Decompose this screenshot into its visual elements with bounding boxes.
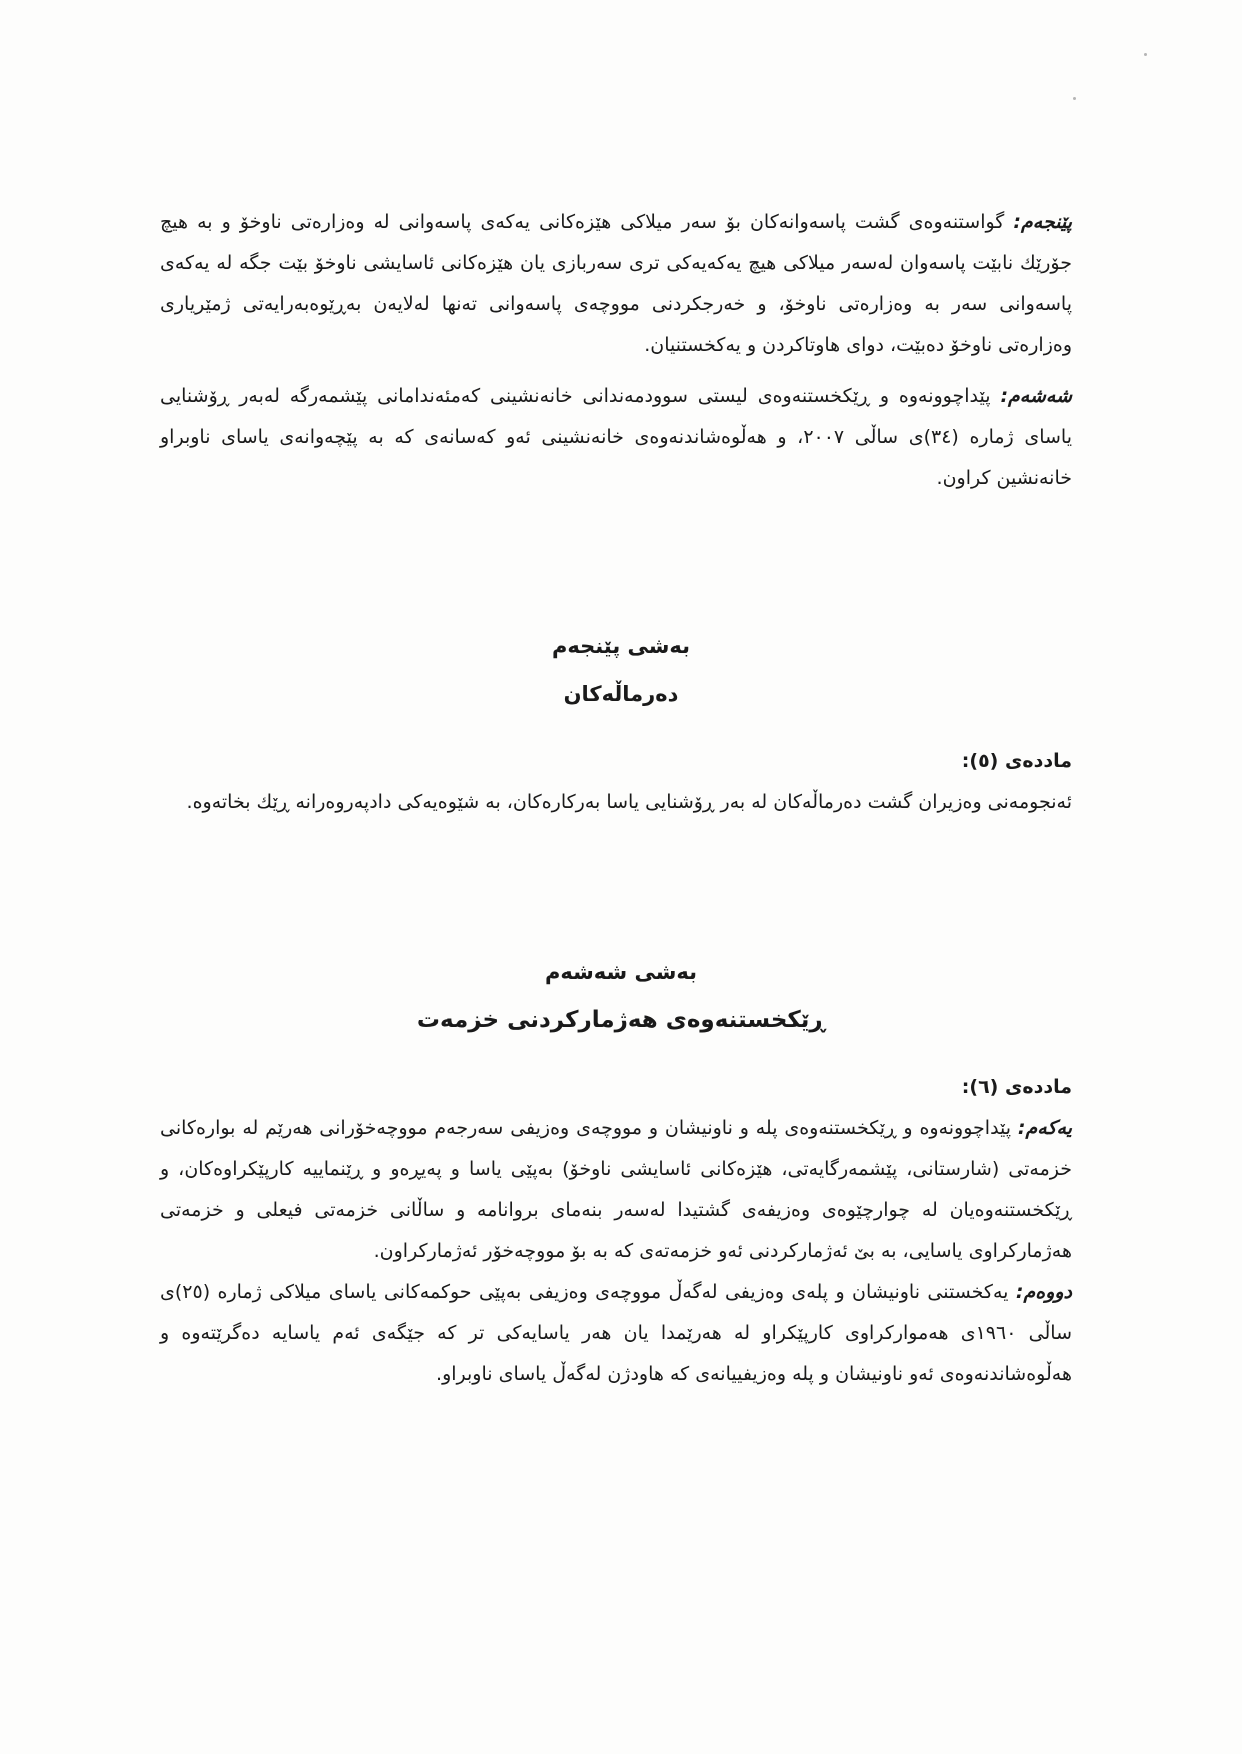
paragraph-text: یەکخستنی ناونیشان و پلەی وەزیفی لەگەڵ مووچەی وەزیفی بەپێی حوکمەکانی یاسای میلاکی ژمارە (٢٥)ی ساڵی ١٩٦٠ی هەموارکراوی کارپێکراو لە هەرێمدا یان هەر یاسایەکی تر کە جێگەی ئەم یاسایە دەگرێتەوە و هەڵوەشاندنەوەی ئەو ناونیشان و پلە وەزیفییانەی کە هاودژن لەگەڵ یاسای ناوبراو. (160, 1281, 1072, 1385)
article-label: ماددەی (٥): (961, 750, 1072, 772)
paragraph-label: شەشەم: (1000, 385, 1073, 407)
scan-speck (1144, 53, 1147, 56)
paragraph-label: پێنجەم: (1013, 211, 1072, 233)
paragraph-sixth (160, 376, 1072, 540)
section-title: بەشی پێنجەم (551, 634, 691, 658)
paragraph-text: پێداچوونەوە و ڕێکخستنەوەی لیستی سوودمەندانی خانەنشینی کەمئەندامانی پێشمەرگە لەبەر ڕۆشنایی یاسای ژمارە (٣٤)ی ساڵی ٢٠٠٧، و هەڵوەشاندنەوەی خانەنشینی ئەو کەسانەی کە بە پێچەوانەی یاسای ناوبراو خانەنشین کراون. (160, 385, 1072, 489)
paragraph-first (160, 1108, 1072, 1272)
article-5 (160, 741, 1072, 881)
section-subtitle: دەرماڵەکان (563, 682, 679, 706)
scan-speck (1073, 97, 1076, 100)
paragraph-text: گواستنەوەی گشت پاسەوانەکان بۆ سەر میلاکی هێزەکانی یەکەی پاسەوانی لە وەزارەتی ناوخۆ و بە هیچ جۆرێك نابێت پاسەوان لەسەر میلاکی هیچ یەکەیەکی تری سەربازی یان هێزەکانی ئاسایشی ناوخۆ بێت جگە لە یەکەی پاسەوانی سەر بە وەزارەتی ناوخۆ، و خەرجکردنی مووچەی پاسەوانی تەنها لەلایەن بەڕێوەبەرایەتی ژمێریاری وەزارەتی ناوخۆ دەبێت، دوای هاوتاکردن و یەکخستنیان. (160, 211, 1072, 356)
paragraph-second (160, 1272, 1072, 1395)
paragraph-label: دووەم: (1015, 1281, 1073, 1303)
article-text: ئەنجومەنی وەزیران گشت دەرماڵەکان لە بەر ڕۆشنایی یاسا بەرکارەکان، بە شێوەیەکی دادپەروەرانە ڕێك بخاتەوە. (186, 791, 1072, 813)
paragraph-text: پێداچوونەوە و ڕێکخستنەوەی پلە و ناونیشان و مووچەی وەزیفی سەرجەم مووچەخۆرانی هەرێم لە بوارەکانی خزمەتی (شارستانی، پێشمەرگایەتی، هێزەکانی ئاسایشی ناوخۆ) بەپێی یاسا و پەیڕەو و ڕێنماییە کارپێکراوەکان، و ڕێکخستنەوەیان لە چوارچێوەی وەزیفەی گشتیدا لەسەر بنەمای بروانامە و ساڵانی خزمەتی فیعلی و خزمەتی هەژمارکراوی یاسایی، بە بێ ئەژمارکردنی ئەو خزمەتەی کە بە بۆ مووچەخۆر ئەژمارکراون. (160, 1117, 1072, 1262)
article-label: ماددەی (٦): (961, 1076, 1072, 1098)
article-6 (160, 1067, 1072, 1467)
paragraph-fifth (160, 202, 1072, 366)
section-title: بەشی شەشەم (545, 960, 697, 984)
paragraph-label: یەکەم: (1017, 1117, 1072, 1139)
section-subtitle: ڕێکخستنەوەی هەژمارکردنی خزمەت (416, 1007, 826, 1033)
